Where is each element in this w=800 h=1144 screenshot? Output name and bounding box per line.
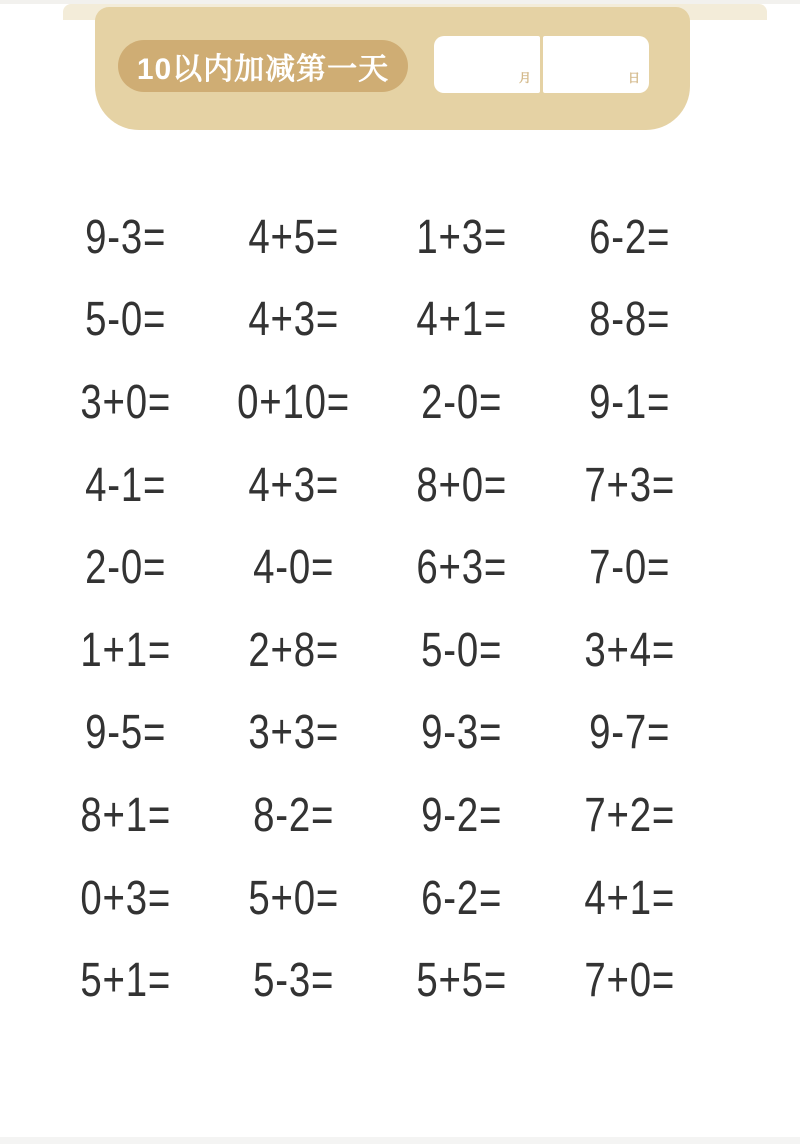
math-problem-text: 8+0= [416,458,508,512]
math-problem [546,857,714,940]
math-problem [546,939,714,1022]
math-problem-text: 2+8= [248,623,340,677]
math-problem [210,444,378,527]
math-problem-text: 5-0= [421,623,503,677]
math-problem [210,361,378,444]
math-problem-text: 9-3= [421,706,503,760]
math-problem [42,279,210,362]
math-problem [546,279,714,362]
bottom-edge-strip [0,1137,800,1144]
math-problem-text: 7+3= [584,458,676,512]
math-problem [546,609,714,692]
math-problem [42,196,210,279]
math-problem-text: 6+3= [416,541,508,595]
math-problem [546,196,714,279]
math-problem-text: 0+3= [80,871,172,925]
math-problem [378,526,546,609]
math-problem-text: 7-0= [589,541,671,595]
math-problem [42,609,210,692]
math-problem [378,444,546,527]
math-problem [210,939,378,1022]
math-problem [546,444,714,527]
math-problem [42,444,210,527]
month-label: 月 [518,71,531,85]
math-problem-text: 3+4= [584,623,676,677]
math-problem [378,361,546,444]
math-problem-text: 8-2= [253,788,335,842]
day-input-box[interactable] [543,36,649,93]
math-problem-text: 9-3= [85,210,167,264]
header-banner [95,7,690,130]
math-problem [210,692,378,775]
math-problem [210,609,378,692]
math-problem [42,774,210,857]
math-problem-text: 5+5= [416,954,508,1008]
math-problem [378,692,546,775]
math-problem-text: 7+0= [584,954,676,1008]
math-problem-text: 7+2= [584,788,676,842]
math-problem-text: 5+1= [80,954,172,1008]
math-problem-text: 2-0= [85,541,167,595]
math-problem-text: 9-2= [421,788,503,842]
math-problem [546,774,714,857]
math-problem [42,361,210,444]
math-problem-text: 5+0= [248,871,340,925]
month-input-box[interactable] [434,36,540,93]
math-problem [210,774,378,857]
math-problem-text: 8-8= [589,293,671,347]
math-problem [210,196,378,279]
date-group [434,36,649,93]
math-problem-text: 8+1= [80,788,172,842]
math-problem-text: 4+3= [248,293,340,347]
math-problem-text: 4-0= [253,541,335,595]
math-problem-text: 3+3= [248,706,340,760]
math-problem-text: 6-2= [589,210,671,264]
math-problem-text: 2-0= [421,375,503,429]
math-problem-text: 4+1= [584,871,676,925]
math-problem-text: 5-3= [253,954,335,1008]
math-problem-text: 9-1= [589,375,671,429]
math-problem-text: 3+0= [80,375,172,429]
title-pill [118,40,408,92]
problems-grid [42,196,714,1022]
math-problem [210,279,378,362]
math-problem [378,774,546,857]
math-problem-text: 1+1= [80,623,172,677]
math-problem-text: 9-5= [85,706,167,760]
math-problem [378,857,546,940]
math-problem-text: 0+10= [237,375,351,429]
math-problem-text: 9-7= [589,706,671,760]
math-problem-text: 4+3= [248,458,340,512]
math-problem-text: 4+5= [248,210,340,264]
math-problem [210,526,378,609]
math-problem [42,857,210,940]
math-problem [378,279,546,362]
math-problem-text: 6-2= [421,871,503,925]
math-problem-text: 5-0= [85,293,167,347]
math-problem [210,857,378,940]
math-problem [378,939,546,1022]
math-problem [42,526,210,609]
math-problem [546,361,714,444]
math-problem-text: 4+1= [416,293,508,347]
math-problem-text: 1+3= [416,210,508,264]
math-problem [42,939,210,1022]
worksheet-title: 10以内加减第一天 [136,53,390,86]
math-problem [378,609,546,692]
day-label: 日 [627,71,640,85]
math-problem-text: 4-1= [85,458,167,512]
math-problem [42,692,210,775]
math-problem [546,692,714,775]
math-problem [546,526,714,609]
math-problem [378,196,546,279]
